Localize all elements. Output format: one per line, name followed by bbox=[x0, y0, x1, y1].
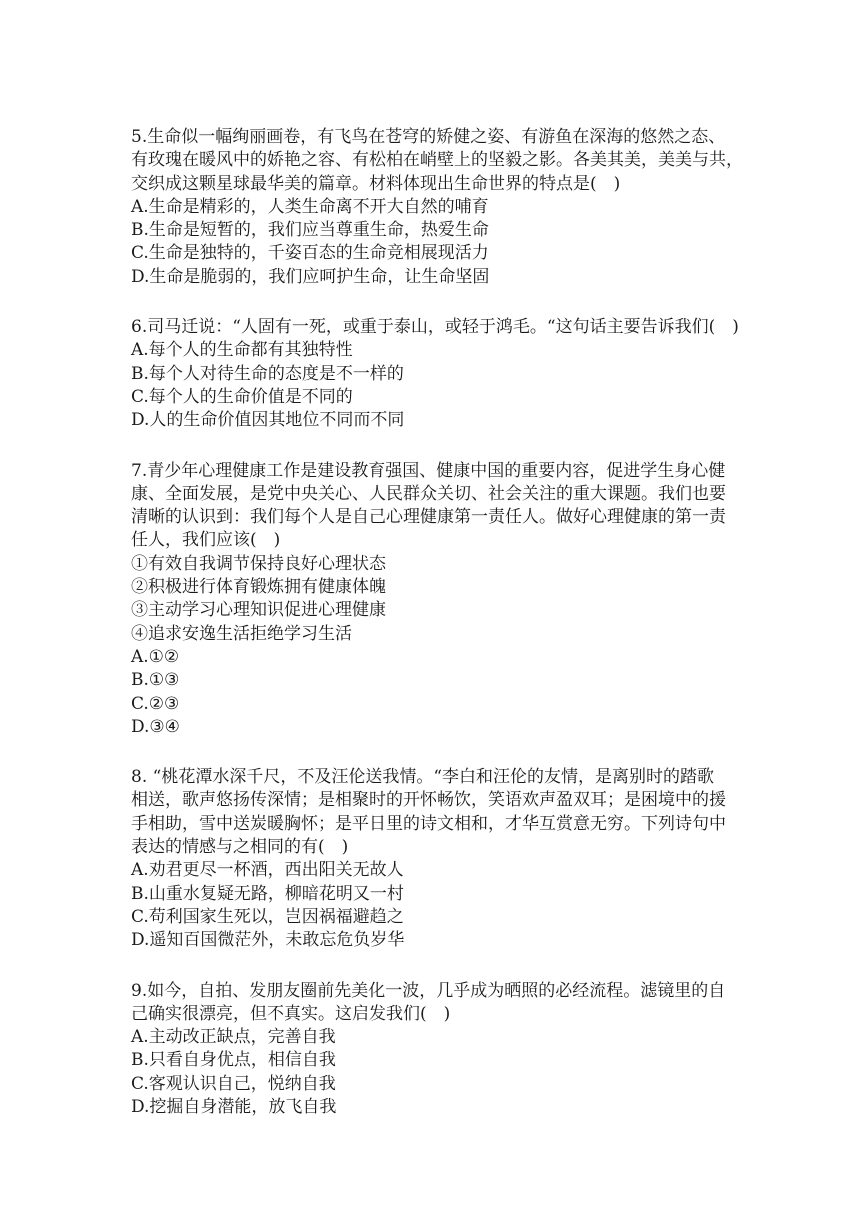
option-a: A.生命是精彩的，人类生命离不开大自然的哺育 bbox=[131, 196, 489, 217]
option-b: B.①③ bbox=[131, 670, 180, 691]
question-stem bbox=[131, 126, 743, 196]
option-c: C.客观认识自己，悦纳自我 bbox=[131, 1073, 336, 1094]
statement-2: ②积极进行体育锻炼拥有健康体魄 bbox=[131, 577, 386, 598]
option-b: B.每个人对待生命的态度是不一样的 bbox=[131, 363, 404, 384]
option-c: C.苟利国家生死以，岂因祸福避趋之 bbox=[131, 906, 404, 927]
option-a: A.①② bbox=[131, 646, 180, 667]
option-b: B.只看自身优点，相信自我 bbox=[131, 1050, 336, 1071]
stem-line: 有玫瑰在暖风中的娇艳之容、有松柏在峭壁上的坚毅之影。各美其美，美美与共， bbox=[131, 150, 743, 171]
statement-3: ③主动学习心理知识促进心理健康 bbox=[131, 600, 386, 621]
option-d: D.遥知百国微茫外，未敢忘危负岁华 bbox=[131, 930, 405, 951]
stem-line: 8. “桃花潭水深千尺，不及汪伦送我情。“李白和汪伦的友情，是离别时的踏歌 bbox=[131, 767, 715, 788]
question-7 bbox=[131, 460, 743, 740]
question-5 bbox=[131, 126, 743, 289]
question-8 bbox=[131, 766, 743, 952]
stem-line: 手相助，雪中送炭暖胸怀；是平日里的诗文相和，才华互赏意无穷。下列诗句中 bbox=[131, 813, 726, 834]
stem-line: 己确实很漂亮，但不真实。这启发我们( ) bbox=[131, 1003, 451, 1024]
statement-1: ①有效自我调节保持良好心理状态 bbox=[131, 553, 386, 574]
stem-line: 7.青少年心理健康工作是建设教育强国、健康中国的重要内容，促进学生身心健 bbox=[131, 460, 726, 481]
stem-line: 表达的情感与之相同的有( ) bbox=[131, 837, 349, 858]
question-stem bbox=[131, 316, 743, 339]
question-stem bbox=[131, 980, 743, 1027]
option-a: A.每个人的生命都有其独特性 bbox=[131, 340, 353, 361]
stem-line: 清晰的认识到：我们每个人是自己心理健康第一责任人。做好心理健康的第一责 bbox=[131, 507, 726, 528]
option-d: D.生命是脆弱的，我们应呵护生命，让生命坚固 bbox=[131, 266, 490, 287]
question-9 bbox=[131, 980, 743, 1120]
stem-line: 任人，我们应该( ) bbox=[131, 530, 281, 551]
option-a: A.劝君更尽一杯酒，西出阳关无故人 bbox=[131, 860, 404, 881]
stem-line: 6.司马迁说：“人固有一死，或重于泰山，或轻于鸿毛。“这句话主要告诉我们( ) bbox=[131, 317, 739, 338]
question-stem bbox=[131, 766, 743, 859]
statement-4: ④追求安逸生活拒绝学习生活 bbox=[131, 623, 352, 644]
stem-line: 9.如今，自拍、发朋友圈前先美化一波，几乎成为晒照的必经流程。滤镜里的自 bbox=[131, 980, 726, 1001]
option-a: A.主动改正缺点，完善自我 bbox=[131, 1027, 336, 1048]
option-d: D.人的生命价值因其地位不同而不同 bbox=[131, 410, 405, 431]
question-stem bbox=[131, 460, 743, 553]
question-6 bbox=[131, 316, 743, 432]
option-d: D.挖掘自身潜能，放飞自我 bbox=[131, 1096, 337, 1117]
option-c: C.生命是独特的，千姿百态的生命竞相展现活力 bbox=[131, 243, 489, 264]
question-list bbox=[131, 126, 743, 1146]
option-c: C.②③ bbox=[131, 693, 180, 714]
option-d: D.③④ bbox=[131, 716, 180, 737]
stem-line: 相送，歌声悠扬传深情；是相聚时的开怀畅饮，笑语欢声盈双耳；是困境中的援 bbox=[131, 790, 726, 811]
option-b: B.生命是短暂的，我们应当尊重生命，热爱生命 bbox=[131, 220, 489, 241]
option-c: C.每个人的生命价值是不同的 bbox=[131, 386, 353, 407]
stem-line: 康、全面发展，是党中央关心、人民群众关切、社会关注的重大课题。我们也要 bbox=[131, 483, 726, 504]
stem-line: 交织成这颗星球最华美的篇章。材料体现出生命世界的特点是( ) bbox=[131, 173, 621, 194]
option-b: B.山重水复疑无路，柳暗花明又一村 bbox=[131, 883, 404, 904]
stem-line: 5.生命似一幅绚丽画卷，有飞鸟在苍穹的矫健之姿、有游鱼在深海的悠然之态、 bbox=[131, 127, 726, 147]
